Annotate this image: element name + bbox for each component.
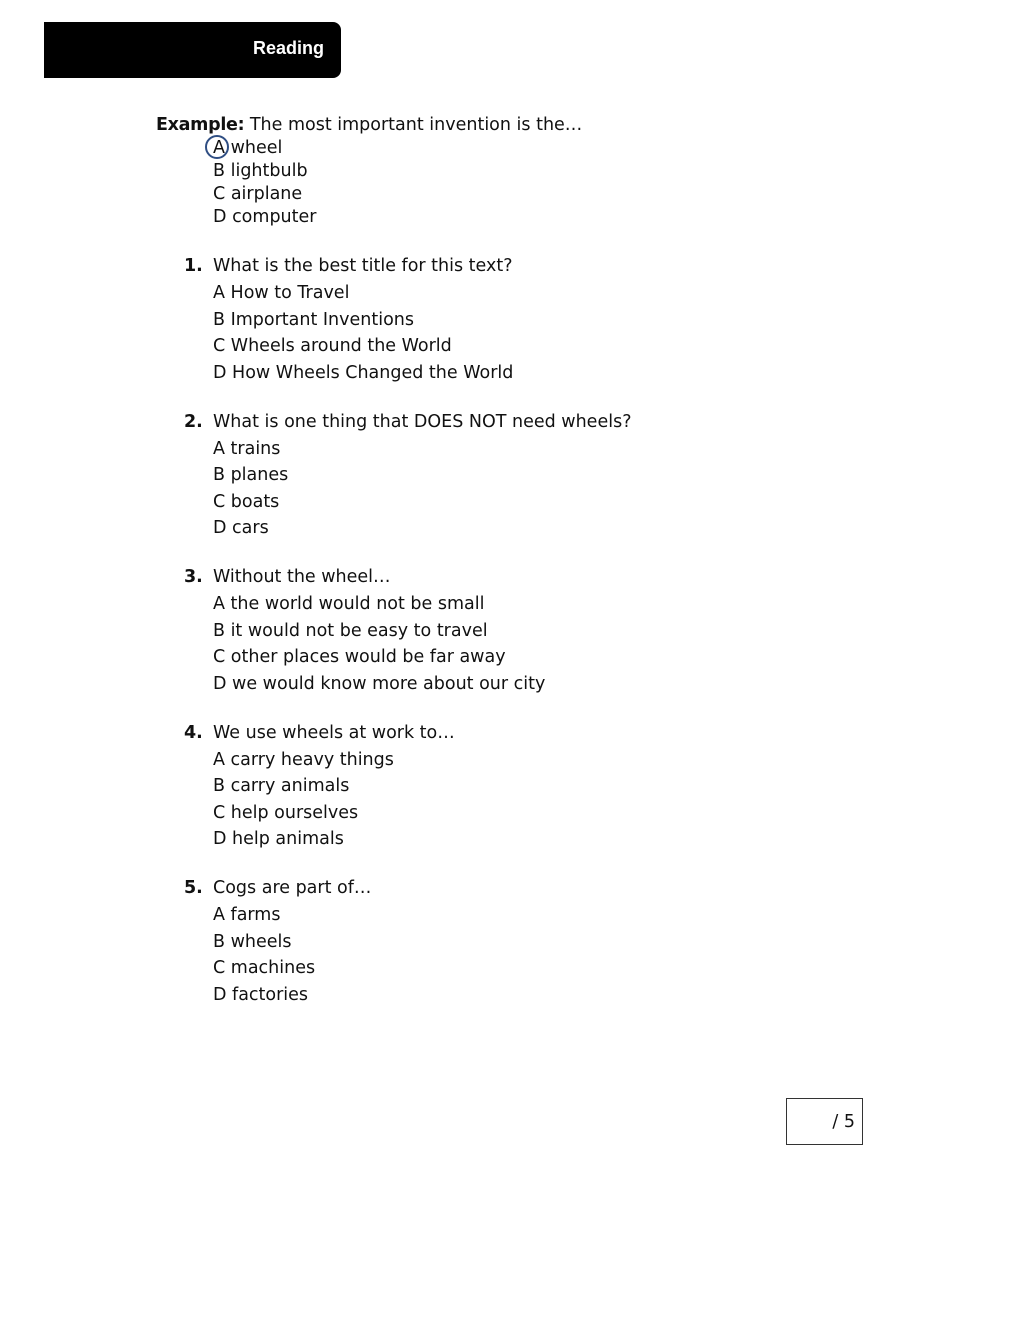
score-text: / 5	[832, 1112, 855, 1132]
answer-option-a[interactable]: A the world would not be small	[213, 594, 485, 614]
question-stem: Without the wheel…	[213, 567, 391, 587]
question-number: 4.	[184, 722, 203, 743]
option-letter: B	[213, 161, 226, 181]
option-text: airplane	[230, 184, 303, 204]
question-body	[213, 875, 371, 1008]
option-letter: C	[213, 184, 226, 204]
answer-option-b[interactable]: B carry animals	[213, 776, 350, 796]
answer-option-b[interactable]: B Important Inventions	[213, 309, 414, 330]
question-number: 3.	[184, 567, 203, 587]
option-text: wheel	[230, 138, 283, 158]
answer-option-d[interactable]: D cars	[213, 518, 269, 538]
answer-option-d[interactable]: D help animals	[213, 829, 344, 849]
question-number: 5.	[184, 878, 203, 898]
answer-option-d[interactable]: D we would know more about our city	[213, 673, 546, 694]
option-letter: D	[213, 207, 227, 227]
answer-option-a[interactable]: A farms	[213, 905, 281, 925]
question-body	[213, 409, 632, 542]
example-option-d[interactable]	[213, 206, 582, 229]
answer-option-c[interactable]: C machines	[213, 958, 316, 978]
question-number: 2.	[184, 411, 203, 432]
example-label: Example:	[156, 115, 245, 135]
section-title: Reading	[252, 38, 324, 58]
example-option-c[interactable]	[213, 183, 582, 206]
example-option-a[interactable]	[213, 137, 582, 160]
question-body	[213, 720, 455, 853]
question-stem: We use wheels at work to…	[213, 722, 455, 743]
answer-circle-mark	[205, 135, 229, 159]
answer-option-c[interactable]: C other places would be far away	[213, 647, 506, 667]
score-box	[786, 1098, 863, 1145]
option-text: lightbulb	[230, 161, 308, 181]
question-body	[213, 253, 513, 386]
example-options	[213, 137, 582, 229]
option-text: computer	[232, 207, 317, 227]
question-stem: Cogs are part of…	[213, 878, 372, 898]
answer-option-a[interactable]: A trains	[213, 438, 281, 459]
answer-option-a[interactable]: A How to Travel	[213, 283, 350, 303]
example-stem	[156, 113, 582, 137]
question-stem: What is the best title for this text?	[213, 256, 513, 276]
answer-option-a[interactable]: A carry heavy things	[213, 749, 394, 770]
answer-option-d[interactable]: D How Wheels Changed the World	[213, 362, 514, 383]
question-stem: What is one thing that DOES NOT need wheels?	[213, 411, 632, 432]
answer-option-d[interactable]: D factories	[213, 984, 309, 1005]
section-header	[44, 22, 341, 78]
answer-option-b[interactable]: B planes	[213, 465, 289, 485]
answer-option-c[interactable]: C boats	[213, 491, 280, 512]
answer-option-c[interactable]: C help ourselves	[213, 802, 359, 823]
option-letter: A	[213, 138, 225, 158]
example-option-b[interactable]	[213, 160, 582, 183]
answer-option-b[interactable]: B it would not be easy to travel	[213, 620, 488, 641]
answer-option-c[interactable]: C Wheels around the World	[213, 336, 452, 356]
question-number: 1.	[184, 256, 203, 276]
question-body	[213, 564, 545, 697]
answer-option-b[interactable]: B wheels	[213, 931, 292, 952]
example-question	[156, 113, 582, 229]
example-stem-text: The most important invention is the…	[249, 115, 583, 135]
